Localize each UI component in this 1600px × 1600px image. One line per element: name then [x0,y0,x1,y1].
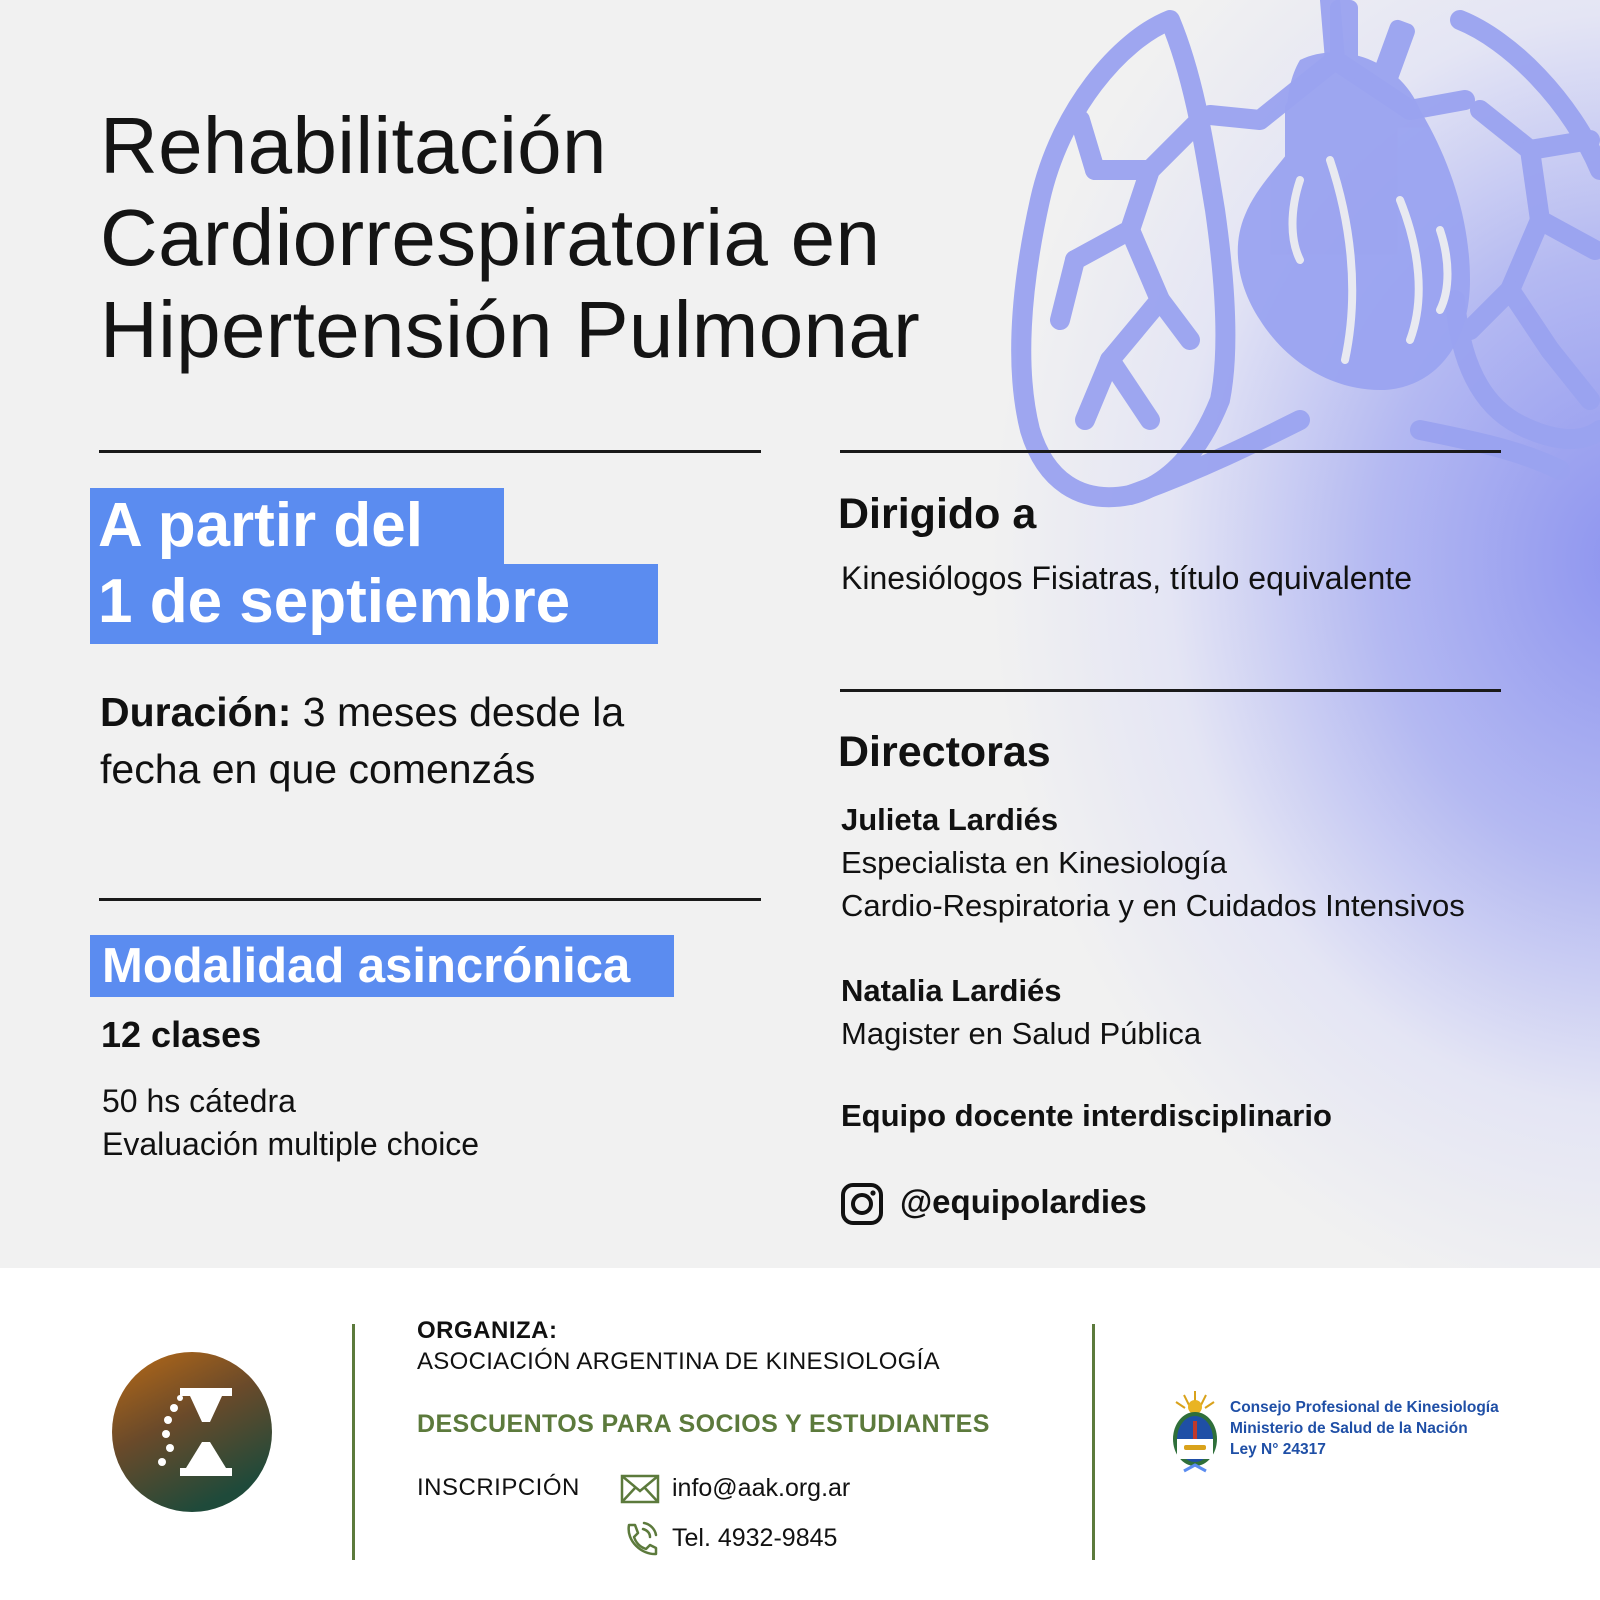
course-title-line-3: Hipertensión Pulmonar [100,285,921,374]
argentina-coat-of-arms-icon [1166,1387,1224,1477]
divider-left-top [99,450,761,453]
duration-value-line-1: 3 meses desde la [302,689,625,735]
divider-right-top [840,450,1501,453]
email-icon [620,1474,660,1504]
divider-left-bottom [99,898,761,901]
directors-heading: Directoras [838,728,1051,776]
course-title-line-2: Cardiorrespiratoria en [100,193,881,282]
footer [0,1268,1600,1600]
course-title-line-1: Rehabilitación [100,101,607,190]
evaluation-text: Evaluación multiple choice [102,1126,480,1162]
course-title [100,100,920,376]
hours-text: 50 hs cátedra [102,1083,296,1119]
director-1-title-line-2: Cardio-Respiratoria y en Cuidados Intensivos [841,888,1465,923]
duration-value-line-2: fecha en que comenzás [100,746,536,792]
director-2 [841,969,1201,1055]
classes-count: 12 clases [101,1014,262,1055]
phone-link[interactable]: Tel. 4932-9845 [672,1524,838,1552]
director-1-name: Julieta Lardiés [841,802,1059,837]
footer-divider-right [1092,1324,1095,1560]
start-date-highlight-line-2: 1 de septiembre [90,564,658,644]
inscription-label: INSCRIPCIÓN [417,1474,580,1501]
duration-label: Duración: [100,689,292,735]
instagram-handle[interactable]: @equipolardies [900,1183,1147,1220]
instagram-icon[interactable] [840,1182,884,1226]
organiza-label: ORGANIZA: [417,1317,558,1344]
council-line-2: Ministerio de Salud de la Nación [1230,1420,1468,1437]
council-line-1: Consejo Profesional de Kinesiología [1230,1399,1499,1416]
divider-right-middle [840,689,1501,692]
council-line-3: Ley N° 24317 [1230,1441,1326,1458]
start-date-highlight-line-1: A partir del [90,488,504,564]
discounts-text: DESCUENTOS PARA SOCIOS Y ESTUDIANTES [417,1410,990,1438]
email-link[interactable]: info@aak.org.ar [672,1474,851,1502]
organizer-name: ASOCIACIÓN ARGENTINA DE KINESIOLOGÍA [417,1348,940,1375]
modality-highlight: Modalidad asincrónica [90,935,674,997]
duration-text [100,684,624,798]
aak-logo [110,1350,274,1514]
council-text [1230,1397,1499,1460]
director-2-name: Natalia Lardiés [841,973,1062,1008]
teaching-team: Equipo docente interdisciplinario [841,1098,1332,1133]
director-1-title-line-1: Especialista en Kinesiología [841,845,1228,880]
audience-heading: Dirigido a [838,490,1037,538]
footer-divider-left [352,1324,355,1560]
director-2-title-line-1: Magister en Salud Pública [841,1016,1202,1051]
audience-text: Kinesiólogos Fisiatras, título equivalente [841,560,1412,596]
phone-icon [620,1519,660,1559]
director-1 [841,798,1465,927]
